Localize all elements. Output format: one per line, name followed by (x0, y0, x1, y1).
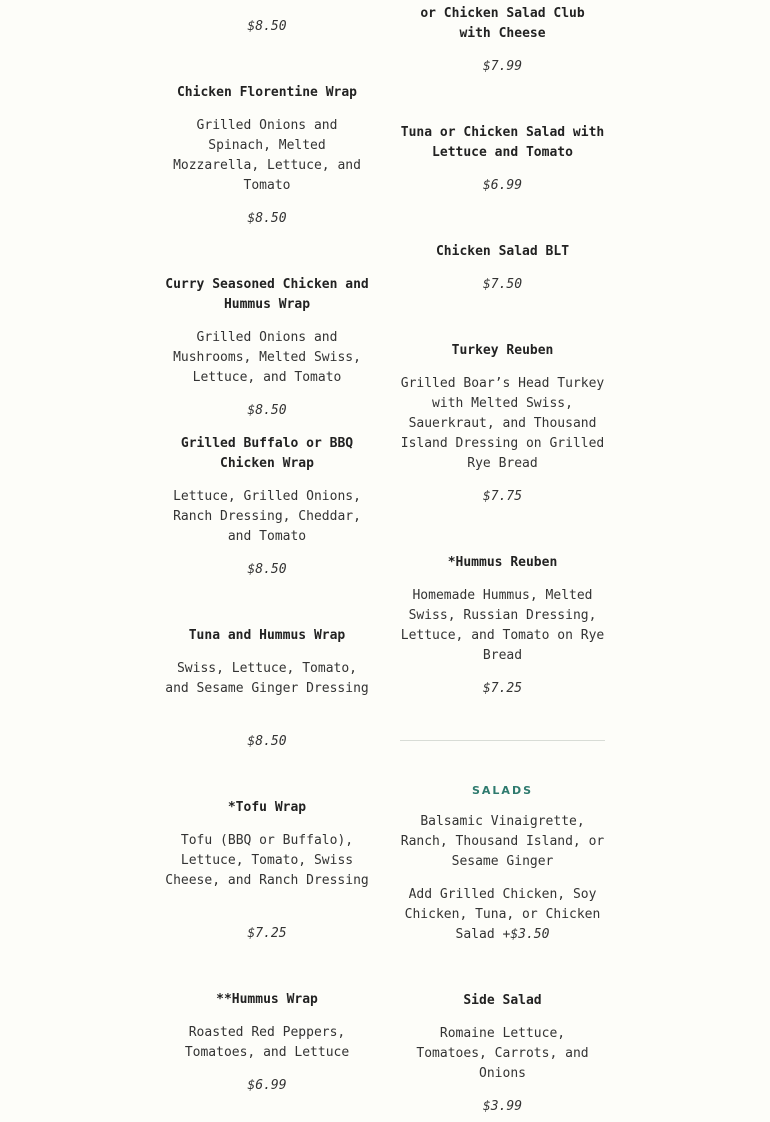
add-on-price: $3.50 (510, 927, 550, 942)
item-price: $7.25 (247, 926, 287, 941)
item-description: Lettuce, Grilled Onions, Ranch Dressing, Cheddar, and Tomato (173, 489, 361, 544)
item-price: $8.50 (247, 211, 287, 226)
item-description: Homemade Hummus, Melted Swiss, Russian Dressing, Lettuce, and Tomato on Rye Bread (400, 588, 605, 663)
item-description: Grilled Boar’s Head Turkey with Melted Swiss, Sauerkraut, and Thousand Island Dressing on Grilled Rye Bread (400, 376, 605, 471)
salads-section-title: SALADS (471, 784, 533, 797)
item-name: Tuna and Hummus Wrap (188, 628, 346, 643)
item-description: Roasted Red Peppers, Tomatoes, and Lettuce (184, 1025, 350, 1060)
item-name: or Chicken Salad Club with Cheese (420, 6, 585, 41)
item-price: $6.99 (482, 178, 523, 193)
item-price: $6.99 (247, 1078, 287, 1093)
item-name: Grilled Buffalo or BBQ Chicken Wrap (180, 436, 354, 471)
item-description: Romaine Lettuce, Tomatoes, Carrots, and Onions (416, 1026, 589, 1081)
item-price: $3.99 (482, 1099, 523, 1114)
add-on-text (400, 885, 605, 945)
item-name: Curry Seasoned Chicken and Hummus Wrap (165, 277, 369, 312)
item-name: Chicken Florentine Wrap (176, 85, 357, 100)
item-name: *Hummus Reuben (447, 555, 558, 570)
item-description: Grilled Onions and Mushrooms, Melted Swiss, Lettuce, and Tomato (173, 330, 361, 385)
item-name: *Tofu Wrap (227, 800, 307, 815)
item-name: Chicken Salad BLT (435, 244, 570, 259)
item-price: $7.99 (482, 59, 523, 74)
item-name: Side Salad (463, 993, 542, 1008)
item-name: **Hummus Wrap (216, 992, 318, 1007)
item-description: Tofu (BBQ or Buffalo), Lettuce, Tomato, Swiss Cheese, and Ranch Dressing (165, 833, 369, 888)
item-price: $7.50 (482, 277, 523, 292)
section-divider (400, 740, 605, 741)
add-on-description: Add Grilled Chicken, Soy Chicken, Tuna, or Chicken Salad + (404, 887, 601, 942)
item-price: $8.50 (247, 19, 287, 34)
item-price: $8.50 (247, 734, 287, 749)
item-price: $8.50 (247, 403, 287, 418)
item-description: Swiss, Lettuce, Tomato, and Sesame Ginger Dressing (165, 661, 369, 696)
item-price: $7.75 (482, 489, 523, 504)
item-description: Grilled Onions and Spinach, Melted Mozzarella, Lettuce, and Tomato (173, 118, 361, 193)
item-name: Tuna or Chicken Salad with Lettuce and Tomato (400, 125, 605, 160)
item-name: Turkey Reuben (451, 343, 554, 358)
dressings-text: Balsamic Vinaigrette, Ranch, Thousand Island, or Sesame Ginger (400, 814, 605, 869)
item-price: $7.25 (482, 681, 523, 696)
item-price: $8.50 (247, 562, 287, 577)
